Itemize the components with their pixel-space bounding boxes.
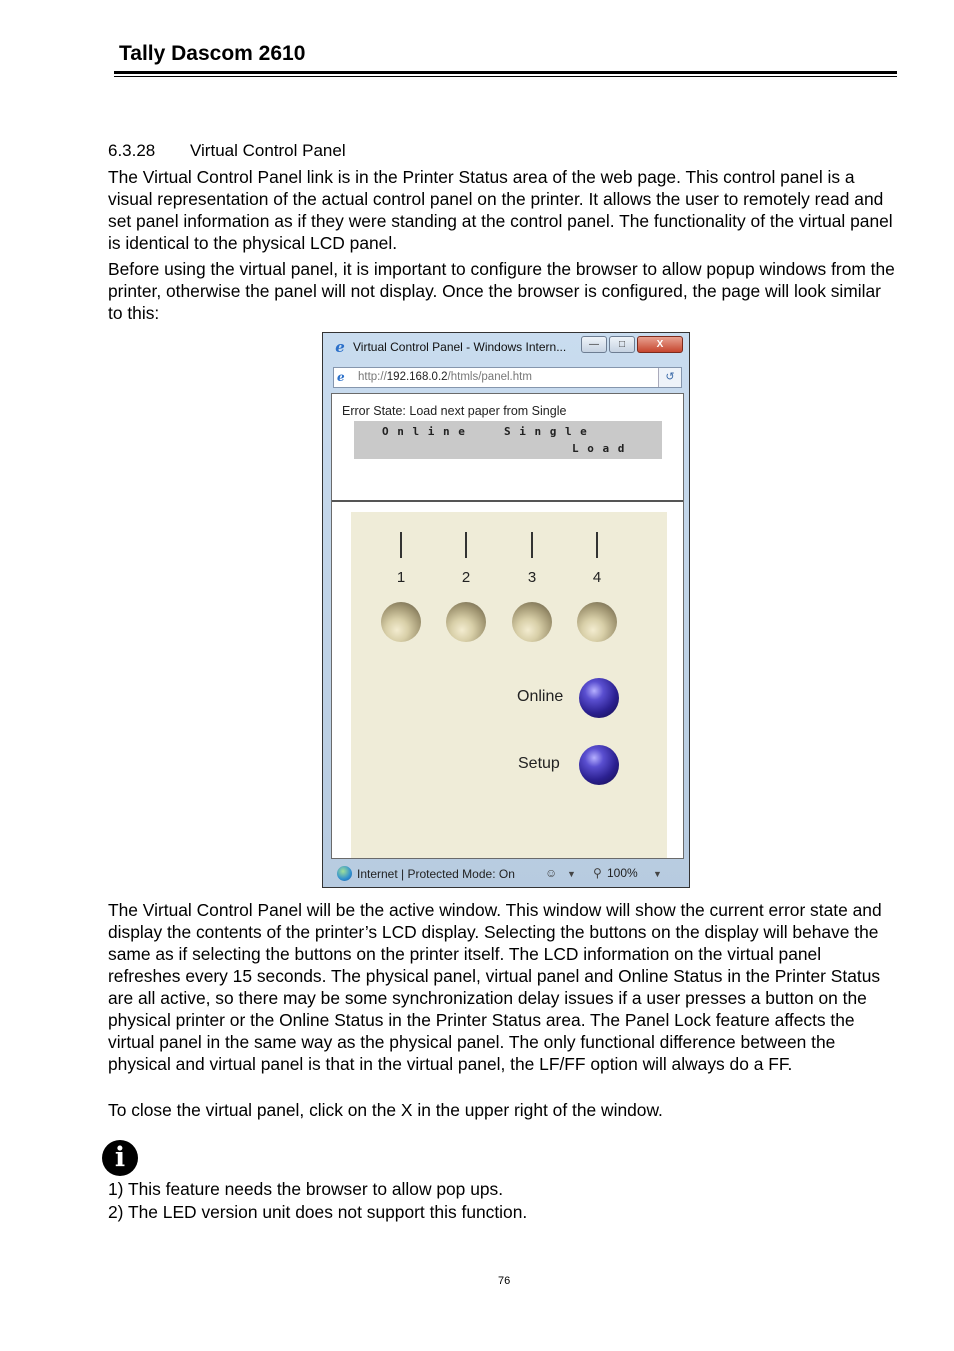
section-heading	[108, 141, 346, 161]
paragraph-popup: Before using the virtual panel, it is important to configure the browser to allow popup windows from the printer, otherwise the panel will not display. Once the browser is configured, the page will look similar to this:	[108, 259, 895, 323]
chevron-down-icon[interactable]: ▼	[567, 869, 576, 879]
led-indicator-3	[531, 532, 533, 558]
page-content	[331, 393, 684, 859]
zoom-level[interactable]: 100%	[607, 866, 638, 880]
page-icon: e	[337, 370, 345, 384]
button-label-2: 2	[461, 569, 471, 586]
protected-mode-icon[interactable]: ☺	[545, 866, 558, 880]
panel-button-4[interactable]	[577, 602, 617, 642]
window-titlebar	[323, 333, 689, 361]
led-indicator-1	[400, 532, 402, 558]
button-label-4: 4	[592, 569, 602, 586]
maximize-button[interactable]: □	[609, 336, 635, 353]
security-zone-text: Internet | Protected Mode: On	[357, 867, 515, 881]
note-2: 2) The LED version unit does not support this function.	[108, 1202, 528, 1222]
lcd-line-1: O n l i n e S i n g l e	[382, 425, 588, 438]
online-label: Online	[517, 688, 564, 705]
control-panel	[351, 512, 667, 858]
info-icon: i	[102, 1140, 138, 1176]
online-button[interactable]	[579, 678, 619, 718]
address-bar[interactable]	[333, 367, 682, 388]
panel-button-3[interactable]	[512, 602, 552, 642]
zoom-chevron-down-icon[interactable]: ▼	[653, 869, 662, 879]
page-number: 76	[498, 1275, 511, 1287]
led-indicator-2	[465, 532, 467, 558]
document-header-title: Tally Dascom 2610	[119, 42, 306, 65]
internet-zone-icon	[337, 866, 352, 881]
close-button[interactable]: X	[637, 336, 683, 353]
note-1: 1) This feature needs the browser to allow pop ups.	[108, 1179, 504, 1199]
led-indicator-4	[596, 532, 598, 558]
lcd-display	[354, 421, 662, 459]
button-label-3: 3	[527, 569, 537, 586]
zoom-icon[interactable]: ⚲	[593, 866, 602, 880]
panel-button-2[interactable]	[446, 602, 486, 642]
minimize-button[interactable]: —	[581, 336, 607, 353]
setup-label: Setup	[518, 755, 560, 772]
content-separator	[332, 500, 683, 502]
panel-button-1[interactable]	[381, 602, 421, 642]
virtual-panel-screenshot	[322, 332, 690, 888]
header-rule-thin	[114, 76, 897, 77]
paragraph-intro: The Virtual Control Panel link is in the Printer Status area of the web page. This control panel is a visual representation of the actual control panel on the printer. It allows the user to remotely read and set panel information as if they were standing at the control panel. The functionality of the virtual panel is identical to the physical LCD panel.	[108, 167, 893, 253]
setup-button[interactable]	[579, 745, 619, 785]
compatibility-view-icon[interactable]: ↺	[658, 368, 681, 387]
browser-logo-icon: e	[335, 338, 345, 356]
browser-status-bar	[323, 861, 689, 887]
paragraph-close: To close the virtual panel, click on the X in the upper right of the window.	[108, 1100, 663, 1120]
window-title: Virtual Control Panel - Windows Intern...	[353, 340, 567, 354]
paragraph-description: The Virtual Control Panel will be the active window. This window will show the current error state and display the contents of the printer’s LCD display. Selecting the buttons on the display will behave the same as if selecting the buttons on the printer itself. The LCD information on the virtual panel refreshes every 15 seconds. The physical panel, virtual panel and Online Status in the Printer Status are all active, so there may be some synchronization delay issues if a user presses a button on the physical printer or the Online Status in the Printer Status area. The Panel Lock feature affects the virtual panel in the same way as the physical panel. The only functional difference between the physical and virtual panel is that in the virtual panel, the LF/FF option will always do a FF.	[108, 900, 882, 1074]
section-title: Virtual Control Panel	[190, 141, 346, 160]
address-url: http://192.168.0.2/htmls/panel.htm	[358, 371, 532, 383]
lcd-line-2: L o a d	[572, 442, 626, 455]
button-label-1: 1	[396, 569, 406, 586]
header-rule-thick	[114, 71, 897, 74]
error-state-text: Error State: Load next paper from Single	[342, 404, 567, 418]
section-number: 6.3.28	[108, 141, 156, 160]
